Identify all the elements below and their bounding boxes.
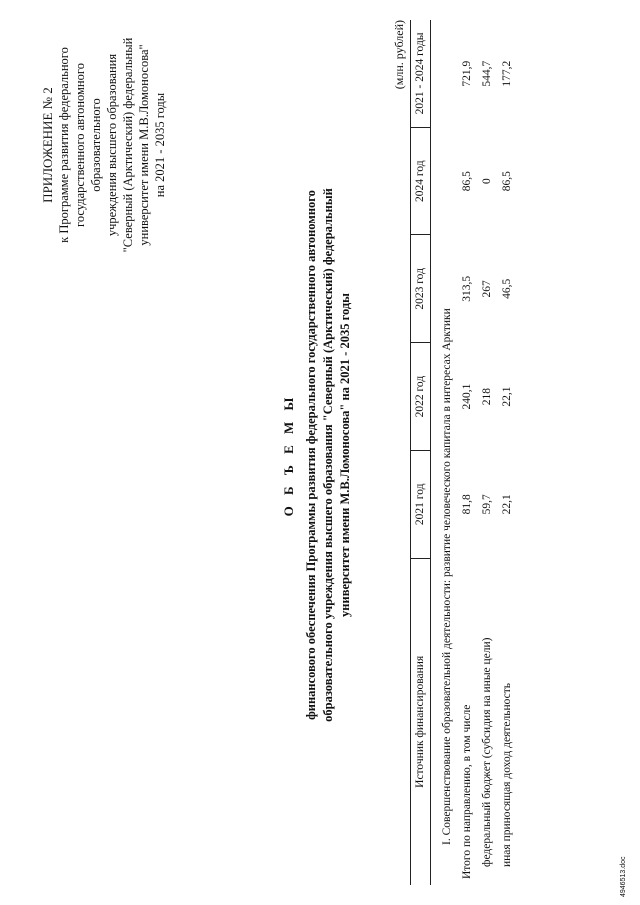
document-title	[280, 135, 354, 775]
row-label: федеральный бюджет (субсидия на иные цели)	[481, 637, 493, 867]
title-line: образовательного учреждения высшего образования "Северный (Арктический) федеральный	[321, 188, 335, 722]
header-2023: 2023 год	[411, 235, 431, 343]
title-line: университет имени М.В.Ломоносова" на 2021 - 2035 годы	[338, 293, 352, 617]
units-note: (млн. рублей)	[392, 20, 406, 90]
appendix-line: университет имени М.В.Ломоносова"	[137, 44, 151, 246]
appendix-line: "Северный (Арктический) федеральный	[121, 37, 135, 253]
header-total: 2021 - 2024 годы	[411, 20, 431, 127]
financing-table	[410, 20, 517, 885]
appendix-line: к Программе развития федерального	[57, 47, 71, 243]
cell-2021: 22,1	[501, 494, 513, 515]
table-header-row	[411, 20, 431, 885]
cell-2023: 46,5	[501, 278, 513, 299]
row-label: Итого по направлению, в том числе	[461, 704, 473, 879]
row-label: иная приносящая доход деятельность	[501, 682, 513, 867]
title-heading: О Б Ъ Е М Ы	[281, 393, 296, 517]
cell-2022: 22,1	[501, 386, 513, 407]
cell-total: 177,2	[501, 60, 513, 87]
cell-total: 544,7	[481, 60, 493, 87]
header-2022: 2022 год	[411, 343, 431, 451]
table-row	[477, 20, 497, 885]
header-source: Источник финансирования	[411, 558, 431, 885]
appendix-line: учреждения высшего образования	[105, 53, 119, 237]
appendix-header	[40, 25, 168, 265]
cell-total: 721,9	[461, 60, 473, 87]
cell-2022: 218	[481, 387, 493, 406]
cell-2024: 86,5	[461, 171, 473, 192]
section-row	[431, 20, 458, 885]
cell-2023: 313,5	[461, 275, 473, 302]
document-reference: 4946513.doc	[620, 856, 627, 897]
cell-2021: 59,7	[481, 494, 493, 515]
cell-2023: 267	[481, 280, 493, 298]
cell-2024: 0	[481, 178, 493, 185]
section-title: I. Совершенствование образовательной деятельности: развитие человеческого капитала в интересах Арктики	[441, 308, 453, 845]
cell-2022: 240,1	[461, 383, 473, 410]
cell-2024: 86,5	[501, 171, 513, 192]
appendix-line: государственного автономного образовательного	[73, 63, 103, 227]
appendix-heading: ПРИЛОЖЕНИЕ № 2	[40, 87, 55, 203]
table-row	[497, 20, 517, 885]
cell-2021: 81,8	[461, 494, 473, 515]
table-row	[457, 20, 477, 885]
appendix-line: на 2021 - 2035 годы	[153, 92, 167, 198]
header-2024: 2024 год	[411, 127, 431, 235]
header-2021: 2021 год	[411, 450, 431, 558]
title-line: финансового обеспечения Программы развития федерального государственного автономного	[304, 190, 318, 720]
